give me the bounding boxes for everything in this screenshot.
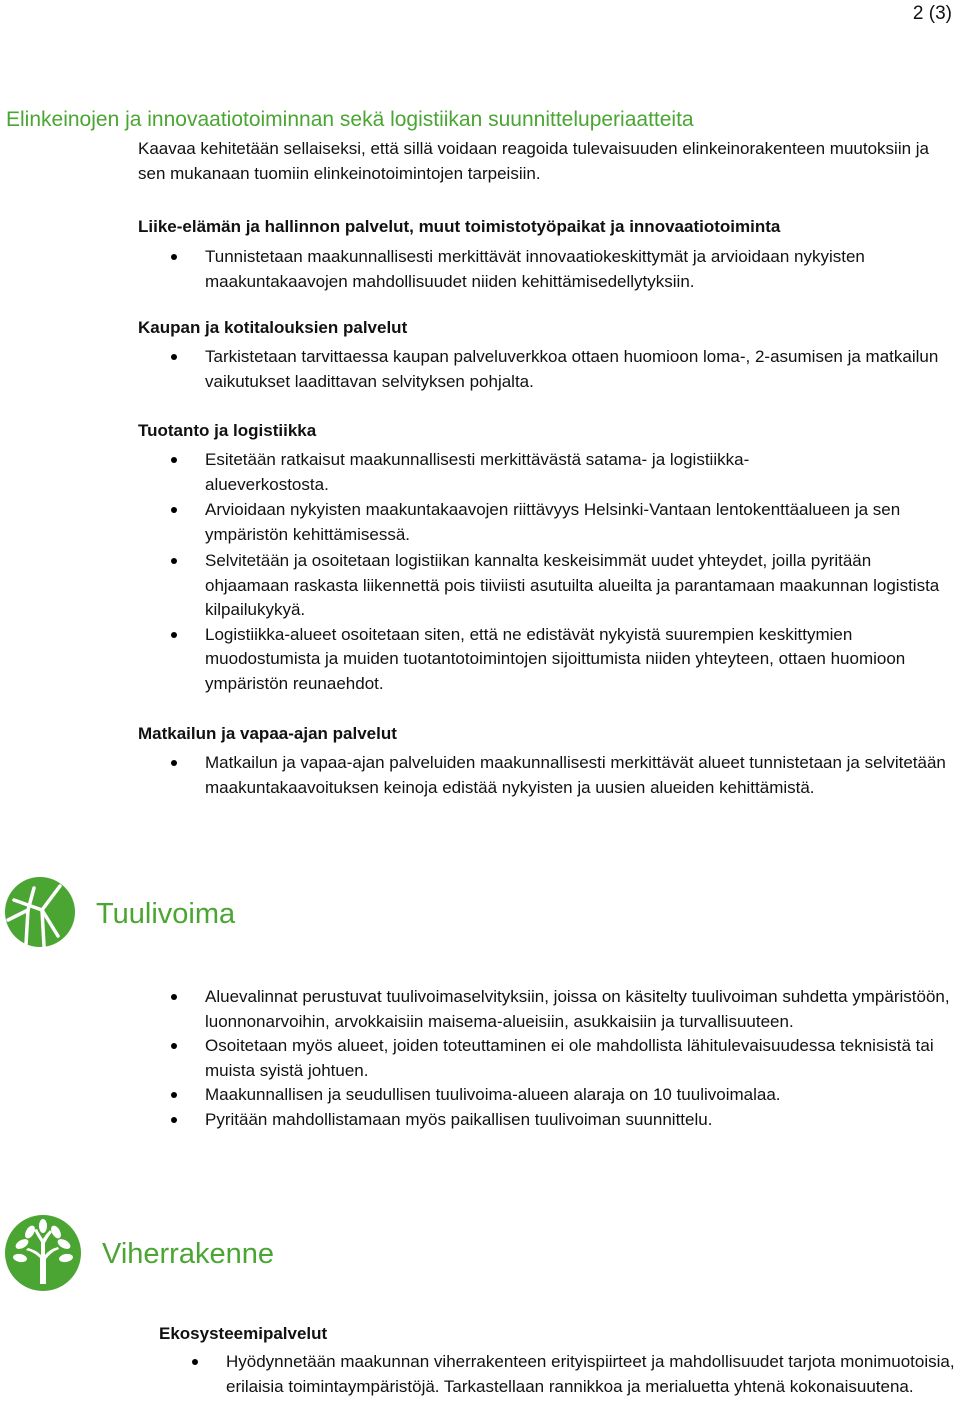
list-item: Osoitetaan myös alueet, joiden toteuttaminen ei ole mahdollista lähitulevaisuudessa teknisistä tai muista syistä johtuen. <box>138 1034 960 1083</box>
list-item: Pyritään mahdollistamaan myös paikallisen tuulivoiman suunnittelu. <box>138 1108 960 1133</box>
tourism-list <box>138 751 953 800</box>
business-list <box>138 245 898 294</box>
list-item: Esitetään ratkaisut maakunnallisesti merkittävästä satama- ja logistiikka-alueverkostosta. <box>138 448 838 497</box>
logistics-list-3 <box>138 549 960 696</box>
tree-icon <box>4 1214 82 1297</box>
list-item: Tunnistetaan maakunnallisesti merkittävät innovaatiokeskittymät ja arvioidaan nykyisten maakuntakaavojen mahdollisuudet niiden kehittämisedellytyksiin. <box>138 245 898 294</box>
tuulivoima-list <box>138 985 960 1132</box>
list-item: Aluevalinnat perustuvat tuulivoimaselvityksiin, joissa on käsitelty tuulivoiman suhdetta ympäristöön, luonnonarvoihin, arvokkaisiin maisema-alueisiin, asukkaisiin ja turvallisuuteen. <box>138 985 960 1034</box>
section-heading-logistics: Tuotanto ja logistiikka <box>138 421 317 440</box>
list-item: Logistiikka-alueet osoitetaan siten, että ne edistävät nykyistä suurempien keskittymien muodostumista ja muiden tuotantotoimintojen sijoittumista niiden yhteyteen, ottaen huomioon ympäristön reunaehdot. <box>138 623 960 697</box>
list-item: Maakunnallisen ja seudullisen tuulivoima-alueen alaraja on 10 tuulivoimalaa. <box>138 1083 960 1108</box>
section-heading-retail: Kaupan ja kotitalouksien palvelut <box>138 318 408 337</box>
retail-list <box>138 345 958 394</box>
list-item: Hyödynnetään maakunnan viherrakenteen erityispiirteet ja mahdollisuudet tarjota monimuotoisia, erilaisia toimintaympäristöjä. Tarkastellaan rannikkoa ja merialuetta yhtenä kokonaisuutena. <box>159 1350 959 1399</box>
list-item: Matkailun ja vapaa-ajan palveluiden maakunnallisesti merkittävät alueet tunnistetaan ja selvitetään maakuntakaavoituksen keinoja edistää nykyisten ja uusien alueiden kehittämistä. <box>138 751 953 800</box>
logistics-list-1 <box>138 448 838 497</box>
section-heading-business: Liike-elämän ja hallinnon palvelut, muut toimistotyöpaikat ja innovaatiotoiminta <box>138 217 781 236</box>
section-heading-tourism: Matkailun ja vapaa-ajan palvelut <box>138 724 397 743</box>
viherrakenne-list <box>159 1350 959 1399</box>
page-number: 2 (3) <box>912 3 952 24</box>
intro-paragraph: Kaavaa kehitetään sellaiseksi, että sillä voidaan reagoida tulevaisuuden elinkeinorakenteen muutoksiin ja sen mukanaan tuomiin elinkeinotoimintojen tarpeisiin. <box>138 139 930 183</box>
main-heading: Elinkeinojen ja innovaatiotoiminnan sekä logistiikan suunnitteluperiaatteita <box>6 108 694 131</box>
logistics-list-2 <box>138 498 960 547</box>
list-item: Selvitetään ja osoitetaan logistiikan kannalta keskeisimmät uudet yhteydet, joilla pyritään ohjaamaan raskasta liikennettä pois tiiviisti asutuilta alueilta ja parantamaan maakunnan logistista kilpailukykyä. <box>138 549 960 623</box>
list-item: Tarkistetaan tarvittaessa kaupan palveluverkkoa ottaen huomioon loma-, 2-asumisen ja matkailun vaikutukset laadittavan selvityksen pohjalta. <box>138 345 958 394</box>
section-title-tuulivoima: Tuulivoima <box>96 898 236 930</box>
list-item: Arvioidaan nykyisten maakuntakaavojen riittävyys Helsinki-Vantaan lentokenttäalueen ja sen ympäristön kehittämisessä. <box>138 498 960 547</box>
section-title-viherrakenne: Viherrakenne <box>102 1238 274 1270</box>
subheading-ekosysteemipalvelut: Ekosysteemipalvelut <box>159 1324 328 1343</box>
wind-turbine-icon <box>4 876 76 953</box>
